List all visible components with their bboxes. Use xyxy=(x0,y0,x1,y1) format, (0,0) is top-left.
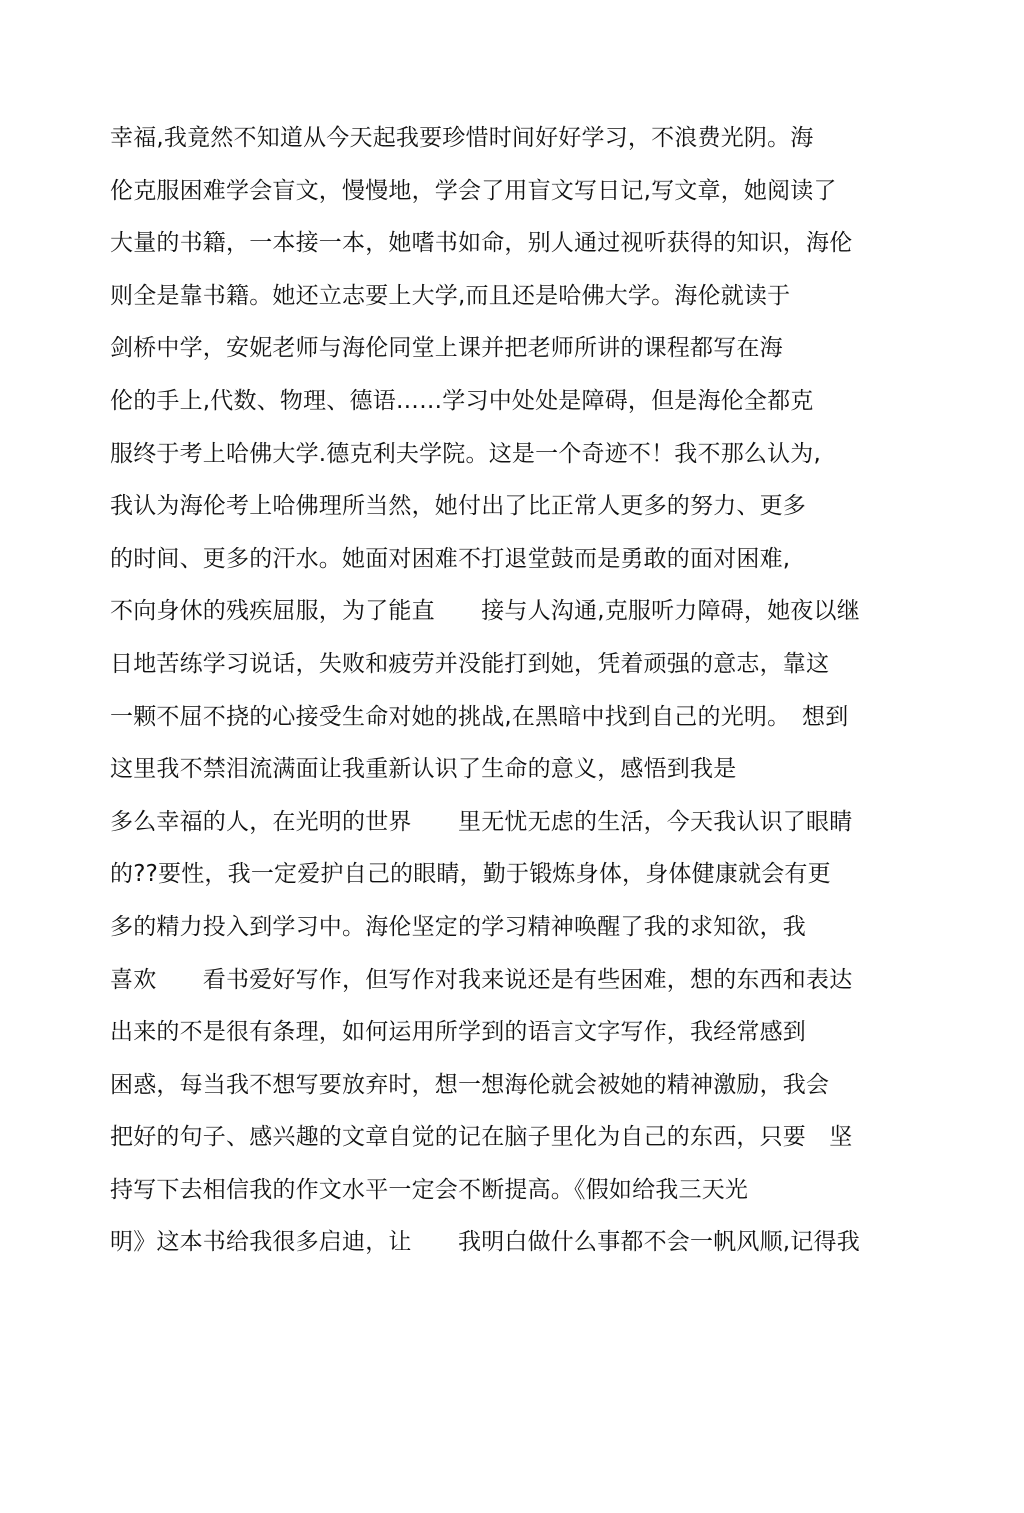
text-line: 多么幸福的人，在光明的世界 里无忧无虑的生活，今天我认识了眼睛 xyxy=(110,808,853,835)
text-line: 困惑，每当我不想写要放弃时，想一想海伦就会被她的精神激励，我会 xyxy=(110,1071,830,1098)
text-line: 明》这本书给我很多启迪，让 我明白做什么事都不会一帆风顺,记得我 xyxy=(110,1229,860,1256)
text-line: 持写下去相信我的作文水平一定会不断提高。《假如给我三天光 xyxy=(110,1176,749,1203)
text-line: 多的精力投入到学习中。海伦坚定的学习精神唤醒了我的求知欲，我 xyxy=(110,913,806,940)
text-line: 的时间、更多的汗水。她面对困难不打退堂鼓而是勇敢的面对困难, xyxy=(110,545,791,572)
text-line: 把好的句子、感兴趣的文章自觉的记在脑子里化为自己的东西，只要 坚 xyxy=(110,1124,853,1151)
text-line: 服终于考上哈佛大学.德克利夫学院。这是一个奇迹不！我不那么认为, xyxy=(110,440,822,467)
text-line: 我认为海伦考上哈佛理所当然，她付出了比正常人更多的努力、更多 xyxy=(110,493,806,520)
text-line: 伦克服困难学会盲文，慢慢地，学会了用盲文写日记,写文章，她阅读了 xyxy=(110,177,837,204)
text-line: 这里我不禁泪流满面让我重新认识了生命的意义，感悟到我是 xyxy=(110,756,737,783)
text-line: 日地苦练学习说话，失败和疲劳并没能打到她，凭着顽强的意志，靠这 xyxy=(110,650,830,677)
text-line: 伦的手上,代数、物理、德语……学习中处处是障碍，但是海伦全都克 xyxy=(110,387,814,414)
text-line: 大量的书籍，一本接一本，她嗜书如命，别人通过视听获得的知识，海伦 xyxy=(110,230,853,257)
text-line: 的??要性，我一定爱护自己的眼睛，勤于锻炼身体，身体健康就会有更 xyxy=(110,861,831,888)
text-line: 剑桥中学，安妮老师与海伦同堂上课并把老师所讲的课程都写在海 xyxy=(110,335,783,362)
essay-text xyxy=(110,112,930,1269)
text-line: 幸福,我竟然不知道从今天起我要珍惜时间好好学习，不浪费光阴。海 xyxy=(110,125,814,151)
text-line: 则全是靠书籍。她还立志要上大学,而且还是哈佛大学。海伦就读于 xyxy=(110,282,791,309)
text-line: 不向身休的残疾屈服，为了能直 接与人沟通,克服听力障碍，她夜以继 xyxy=(110,598,860,625)
text-line: 出来的不是很有条理，如何运用所学到的语言文字写作，我经常感到 xyxy=(110,1019,806,1046)
text-line: 一颗不屈不挠的心接受生命对她的挑战,在黑暗中找到自己的光明。 想到 xyxy=(110,703,849,730)
text-line: 喜欢 看书爱好写作，但写作对我来说还是有些困难，想的东西和表达 xyxy=(110,966,853,993)
